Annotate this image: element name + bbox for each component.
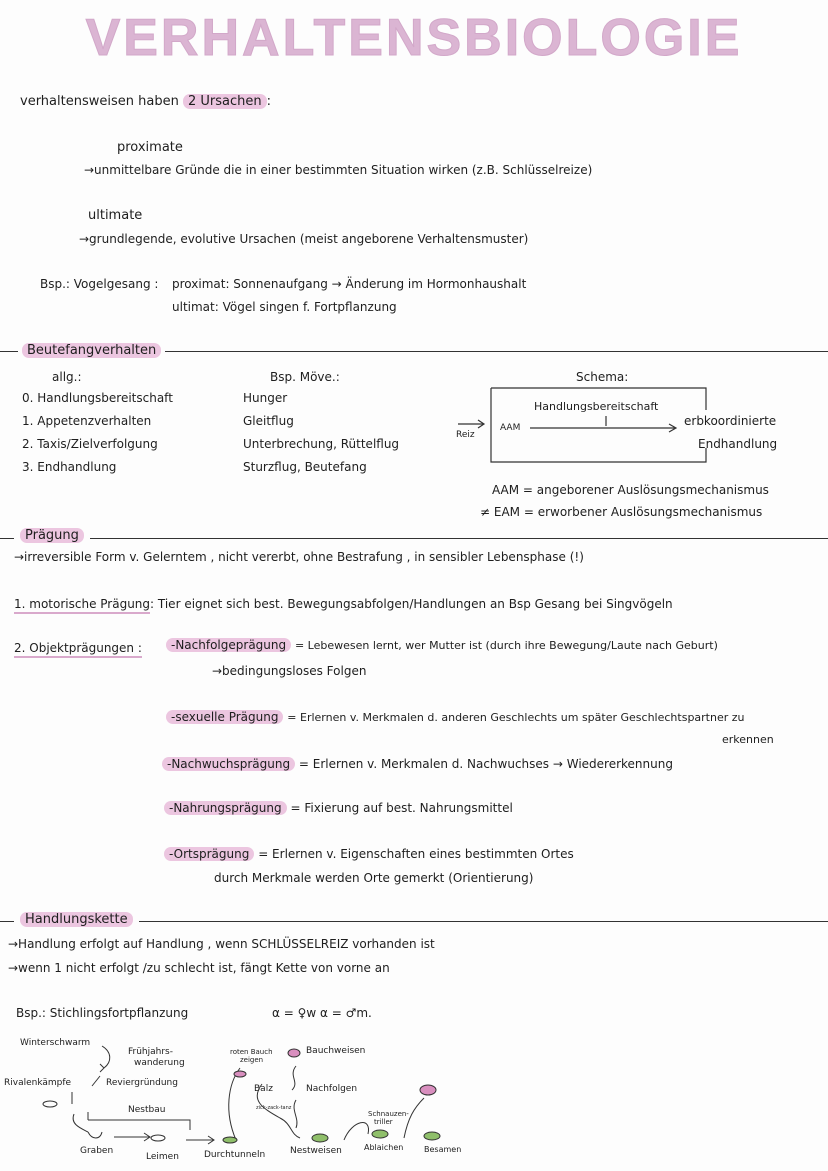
arrow-bauchweisen bbox=[292, 1066, 296, 1090]
allg-item: 0. Handlungsbereitschaft bbox=[22, 391, 173, 405]
intro-highlight: 2 Ursachen bbox=[183, 94, 267, 109]
allg-item: 1. Appetenzverhalten bbox=[22, 414, 152, 428]
schnauzen-label-1: Schnauzen- bbox=[368, 1110, 409, 1118]
arrow-to-balz-loop bbox=[229, 1068, 240, 1140]
schnauzen-label-2: triller bbox=[374, 1118, 393, 1126]
proximate-text: →unmittelbare Gründe die in einer bestimmten Situation wirken (z.B. Schlüsselreize) bbox=[84, 163, 593, 177]
durchtunneln-label: Durchtunneln bbox=[204, 1150, 266, 1160]
fish-icon bbox=[288, 1049, 300, 1057]
beutefang-heading: Beutefangverhalten bbox=[22, 343, 161, 358]
fish-icon bbox=[43, 1101, 57, 1107]
zeigen-label: zeigen bbox=[240, 1056, 264, 1064]
fish-icon bbox=[151, 1135, 165, 1141]
bauchweisen-label: Bauchweisen bbox=[306, 1046, 366, 1056]
zickzack-label: zick-zack-tanz bbox=[256, 1105, 292, 1111]
praegung-heading: Prägung bbox=[20, 528, 84, 543]
nachfolge-text: = Lebewesen lernt, wer Mutter ist (durch ihre Bewegung/Laute nach Geburt) bbox=[294, 639, 718, 652]
allg-item: 3. Endhandlung bbox=[22, 460, 117, 474]
sexuell-text: = Erlernen v. Merkmalen d. anderen Geschlechts um später Geschlechtspartner zu bbox=[287, 711, 745, 724]
fish-icon bbox=[372, 1130, 388, 1138]
arrow-nachfolgen bbox=[294, 1100, 297, 1128]
nestweisen-label: Nestweisen bbox=[290, 1146, 342, 1156]
bsp-item: Hunger bbox=[243, 391, 288, 405]
fruehjahr-label-2: wanderung bbox=[134, 1058, 185, 1068]
nachfolge-text-2: →bedingungsloses Folgen bbox=[212, 664, 367, 678]
fish-icon bbox=[420, 1085, 436, 1095]
orts-label: -Ortsprägung bbox=[164, 847, 254, 861]
arrow-leimen-tunnel bbox=[186, 1136, 214, 1144]
besamen-label: Besamen bbox=[424, 1145, 462, 1154]
nest-icon bbox=[88, 1132, 102, 1138]
arrow-graben-leimen bbox=[114, 1133, 150, 1141]
orts-text: = Erlernen v. Eigenschaften eines bestimmten Ortes bbox=[258, 847, 574, 861]
example-line-1: proximat: Sonnenaufgang → Änderung im Hormonhaushalt bbox=[172, 277, 527, 291]
fruehjahr-label-1: Frühjahrs- bbox=[128, 1047, 173, 1057]
bsp-item: Gleitflug bbox=[243, 414, 294, 428]
example-line-2: ultimat: Vögel singen f. Fortpflanzung bbox=[172, 300, 397, 314]
aam-definition: AAM = angeborener Auslösungsmechanismus bbox=[492, 483, 769, 497]
schema-label: Schema: bbox=[576, 370, 629, 384]
nachfolge-label: -Nachfolgeprägung bbox=[166, 638, 291, 652]
proximate-label: proximate bbox=[117, 140, 183, 155]
orts-text-2: durch Merkmale werden Orte gemerkt (Orientierung) bbox=[214, 871, 534, 885]
bsp-label: Bsp. Möve.: bbox=[270, 370, 340, 384]
intro-line-suffix: : bbox=[266, 94, 271, 109]
arrow-to-fruehjahr bbox=[100, 1046, 110, 1072]
stichling-label: Bsp.: Stichlingsfortpflanzung bbox=[16, 1006, 189, 1020]
schema-end-2: Endhandlung bbox=[698, 437, 778, 451]
objekt-label: 2. Objektprägungen : bbox=[14, 641, 142, 658]
praegung-definition: →irreversible Form v. Gelerntem , nicht vererbt, ohne Bestrafung , in sensibler Lebensphase (!) bbox=[14, 550, 584, 564]
arrow-to-graben bbox=[73, 1114, 88, 1132]
schema-aam: AAM bbox=[500, 423, 521, 433]
motorisch-text: : Tier eignet sich best. Bewegungsabfolgen/Handlungen an Bsp Gesang bei Singvögeln bbox=[150, 597, 673, 611]
sexuell-text-2: erkennen bbox=[722, 733, 774, 746]
kette-heading: Handlungskette bbox=[20, 912, 133, 927]
fish-icon bbox=[424, 1132, 440, 1140]
allg-label: allg.: bbox=[52, 370, 82, 384]
motorisch-label: 1. motorische Prägung bbox=[14, 597, 150, 614]
nachwuchs-label: -Nachwuchsprägung bbox=[162, 757, 295, 771]
schema-handlungsbereitschaft: Handlungsbereitschaft bbox=[534, 400, 659, 413]
ultimate-label: ultimate bbox=[88, 208, 143, 223]
allg-item: 2. Taxis/Zielverfolgung bbox=[22, 437, 158, 451]
schema-reiz: Reiz bbox=[456, 430, 475, 440]
ultimate-text: →grundlegende, evolutive Ursachen (meist angeborene Verhaltensmuster) bbox=[79, 232, 529, 246]
kette-line-1: →Handlung erfolgt auf Handlung , wenn SCHLÜSSELREIZ vorhanden ist bbox=[8, 937, 435, 951]
leimen-label: Leimen bbox=[146, 1152, 179, 1162]
kette-line-2: →wenn 1 nicht erfolgt /zu schlecht ist, fängt Kette von vorne an bbox=[8, 961, 390, 975]
sexuell-label: -sexuelle Prägung bbox=[166, 710, 283, 724]
rivalen-label: Rivalenkämpfe bbox=[4, 1078, 72, 1088]
intro-line-prefix: verhaltensweisen haben bbox=[20, 94, 179, 109]
example-prefix: Bsp.: Vogelgesang : bbox=[40, 277, 159, 291]
sex-legend: α = ♀w α = ♂m. bbox=[272, 1006, 372, 1020]
bsp-item: Unterbrechung, Rüttelflug bbox=[243, 437, 400, 451]
fish-icon bbox=[223, 1137, 237, 1143]
nahrung-label: -Nahrungsprägung bbox=[164, 801, 287, 815]
page-title: VERHALTENSBIOLOGIE bbox=[85, 9, 743, 67]
schema-end-1: erbkoordinierte bbox=[684, 414, 777, 428]
arrow-to-revier bbox=[92, 1076, 100, 1086]
nachwuchs-text: = Erlernen v. Merkmalen d. Nachwuchses → Wiedererkennung bbox=[298, 757, 673, 771]
balz-label: Balz bbox=[254, 1084, 273, 1094]
fish-icon bbox=[312, 1134, 328, 1142]
eam-definition: ≠ EAM = erworbener Auslösungsmechanismus bbox=[480, 505, 763, 519]
ablaichen-label: Ablaichen bbox=[364, 1143, 404, 1152]
arrow-to-besamen bbox=[404, 1098, 424, 1138]
revier-label: Reviergründung bbox=[106, 1078, 178, 1088]
fish-icon bbox=[234, 1071, 246, 1077]
graben-label: Graben bbox=[80, 1146, 114, 1156]
nestbau-label: Nestbau bbox=[128, 1105, 166, 1115]
roten-bauch-label: roten Bauch bbox=[230, 1048, 273, 1056]
bsp-item: Sturzflug, Beutefang bbox=[243, 460, 367, 474]
arrow-schnauzen bbox=[344, 1123, 369, 1140]
nahrung-text: = Fixierung auf best. Nahrungsmittel bbox=[290, 801, 513, 815]
winterschwarm-label: Winterschwarm bbox=[20, 1038, 91, 1048]
nachfolgen-label: Nachfolgen bbox=[306, 1084, 358, 1094]
